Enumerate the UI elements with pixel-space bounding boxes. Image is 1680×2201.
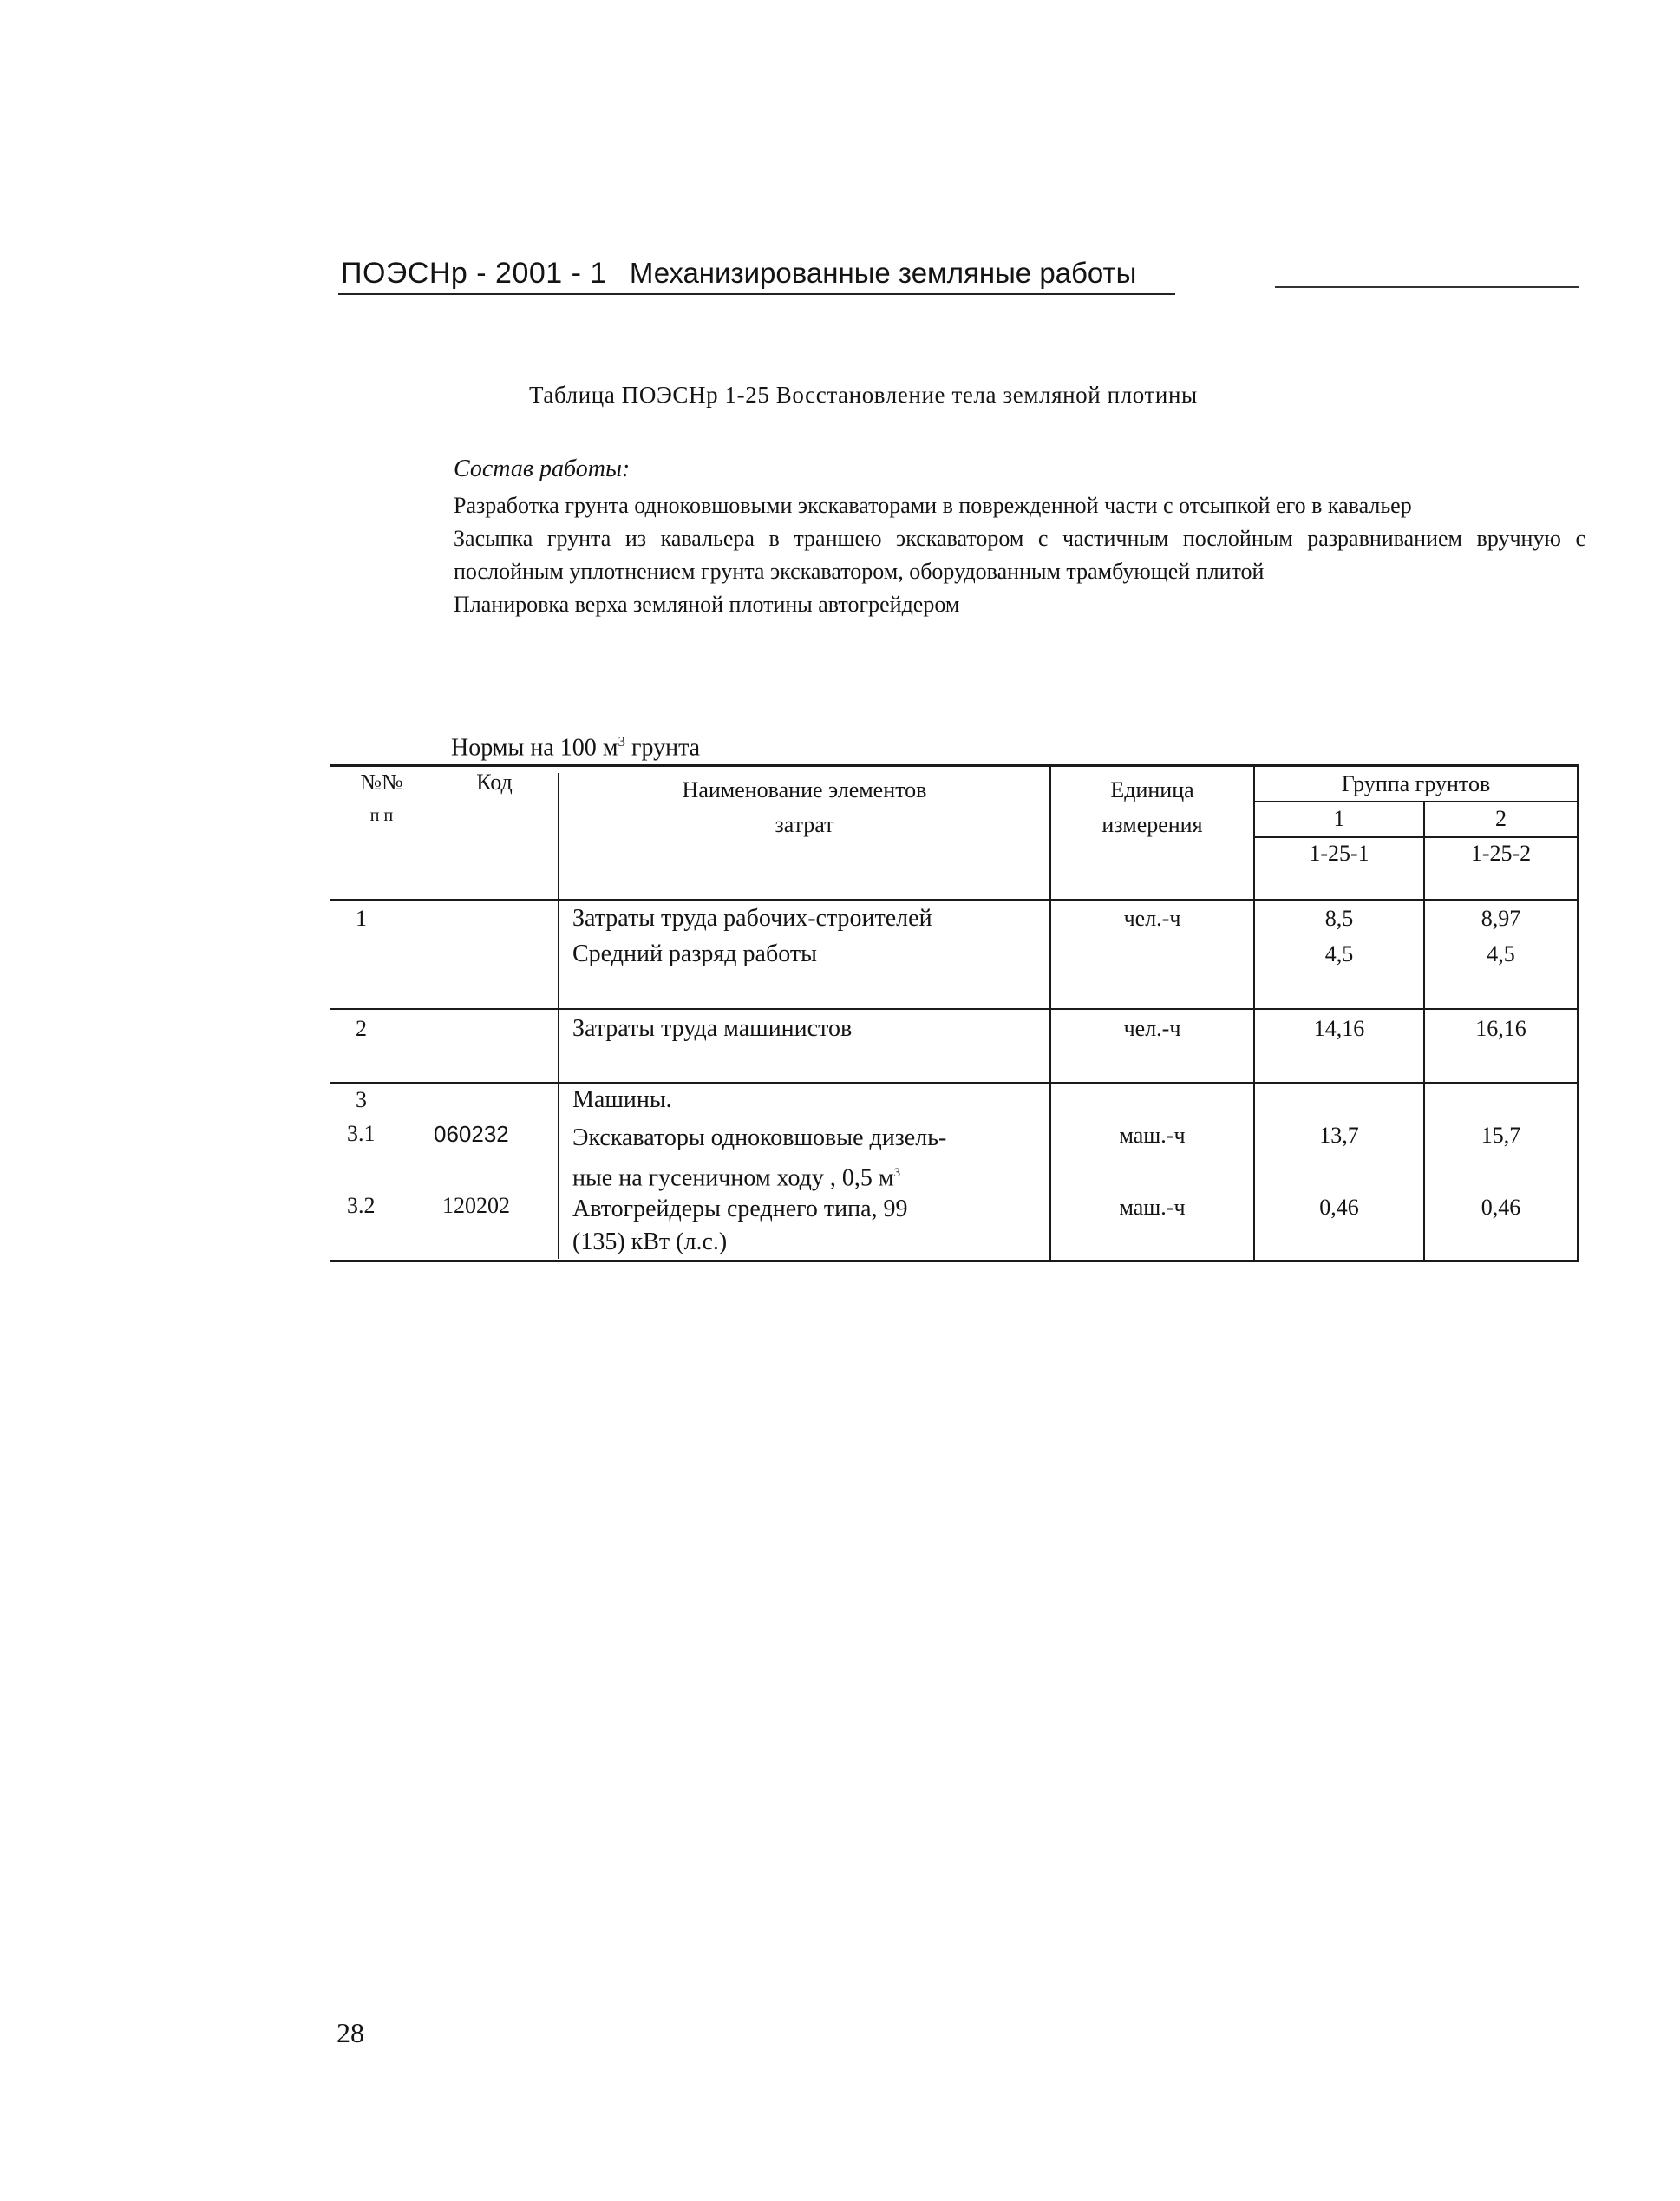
table-cell-value-2: 16,16 — [1475, 1016, 1526, 1041]
table-cell-value-1: 8,5 — [1324, 906, 1354, 931]
document-section-title: Механизированные земляные работы — [629, 257, 1137, 289]
norms-unit-superscript: 3 — [618, 733, 625, 750]
row-divider-2 — [330, 1082, 1579, 1084]
table-cell-num: 1 — [356, 906, 367, 931]
table-cell-unit: маш.-ч — [1119, 1123, 1186, 1148]
table-cell-name-line2 — [572, 1156, 946, 1195]
work-composition — [454, 453, 1585, 621]
header-name-line2: затрат — [775, 812, 834, 837]
table-cell-name-line1: Экскаваторы одноковшовые дизель- — [572, 1124, 947, 1151]
header-unit-line1: Единица — [1110, 777, 1194, 802]
table-cell-value-1: 4,5 — [1324, 941, 1354, 966]
work-item-2: Засыпка грунта из кавальера в траншею экскаватором с частичным послойным разравниванием вручную с послойным уплотнением грунта экскаватором, оборудованным трамбующей плитой — [454, 526, 1585, 584]
table-cell-value-2: 0,46 — [1481, 1195, 1521, 1220]
header-soil-group: Группа грунтов — [1341, 771, 1491, 796]
table-cell-unit: чел.-ч — [1123, 906, 1181, 931]
group-header-divider — [1253, 801, 1579, 802]
document-code: ПОЭСНр - 2001 - 1 — [341, 257, 607, 290]
group-number-divider — [1253, 836, 1579, 838]
header-underline — [338, 293, 1175, 295]
table-cell-name: Машины. — [572, 1086, 672, 1113]
table-top-border — [330, 764, 1579, 767]
header-unit-line2: измерения — [1101, 812, 1203, 837]
table-cell-unit: маш.-ч — [1119, 1195, 1186, 1220]
running-header — [341, 257, 1136, 291]
norms-table — [330, 764, 1579, 1263]
norms-label — [451, 733, 700, 762]
table-cell-num: 3 — [356, 1087, 367, 1112]
table-cell-value-2: 4,5 — [1487, 941, 1515, 966]
header-num — [330, 770, 434, 829]
table-cell-name-line2-text: ные на гусеничном ходу , 0,5 м — [572, 1164, 894, 1192]
table-cell-value-1: 0,46 — [1319, 1195, 1359, 1220]
header-code: Код — [476, 770, 513, 795]
norms-label-tail: грунта — [624, 734, 701, 762]
header-norm-2: 1-25-2 — [1470, 841, 1532, 866]
table-cell-name — [572, 1121, 946, 1195]
header-num-line1: №№ — [360, 770, 403, 795]
header-name-line1: Наименование элементов — [682, 777, 927, 802]
header-unit — [1051, 773, 1253, 842]
table-right-border — [1577, 764, 1579, 1262]
table-cell-name: Средний разряд работы — [572, 940, 817, 967]
work-item-1: Разработка грунта одноковшовыми экскаваторами в поврежденной части с отсыпкой его в кавальер — [454, 493, 1412, 518]
table-cell-name — [572, 1193, 908, 1259]
table-cell-value-2: 8,97 — [1481, 906, 1521, 931]
table-cell-name: Затраты труда машинистов — [572, 1015, 853, 1042]
header-bottom-border — [330, 899, 1579, 901]
header-soil-group-1: 1 — [1333, 806, 1345, 831]
table-cell-name-line2: (135) кВт (л.с.) — [572, 1228, 728, 1255]
table-cell-value-1: 14,16 — [1313, 1016, 1365, 1041]
header-name — [559, 773, 1049, 842]
table-cell-code: 120202 — [442, 1193, 510, 1218]
table-bottom-border — [330, 1260, 1579, 1262]
table-cell-unit: чел.-ч — [1123, 1016, 1181, 1041]
row-divider-1 — [330, 1008, 1579, 1010]
table-cell-code: 060232 — [434, 1121, 509, 1147]
page-number: 28 — [337, 2017, 364, 2048]
table-cell-num: 2 — [356, 1016, 367, 1041]
table-cell-value-1: 13,7 — [1319, 1123, 1359, 1148]
header-norm-1: 1-25-1 — [1309, 841, 1369, 866]
header-num-line2: п п — [369, 806, 394, 825]
table-cell-value-2: 15,7 — [1481, 1123, 1521, 1148]
table-cell-num: 3.1 — [347, 1121, 376, 1146]
col-divider-name — [558, 773, 559, 1259]
table-cell-name: Затраты труда рабочих-строителей — [572, 905, 932, 932]
table-cell-num: 3.2 — [347, 1193, 376, 1218]
table-cell-name-line1: Автогрейдеры среднего типа, 99 — [572, 1195, 908, 1222]
header-soil-group-2: 2 — [1495, 806, 1507, 831]
work-composition-heading: Состав работы: — [454, 455, 631, 482]
table-cell-name-superscript: 3 — [893, 1166, 901, 1180]
norms-label-text: Нормы на 100 м — [451, 734, 618, 762]
col-divider-group — [1253, 764, 1255, 1262]
work-item-3: Планировка верха земляной плотины автогрейдером — [454, 592, 960, 617]
header-right-rule — [1275, 286, 1579, 288]
table-caption: Таблица ПОЭСНр 1-25 Восстановление тела земляной плотины — [529, 382, 1198, 408]
